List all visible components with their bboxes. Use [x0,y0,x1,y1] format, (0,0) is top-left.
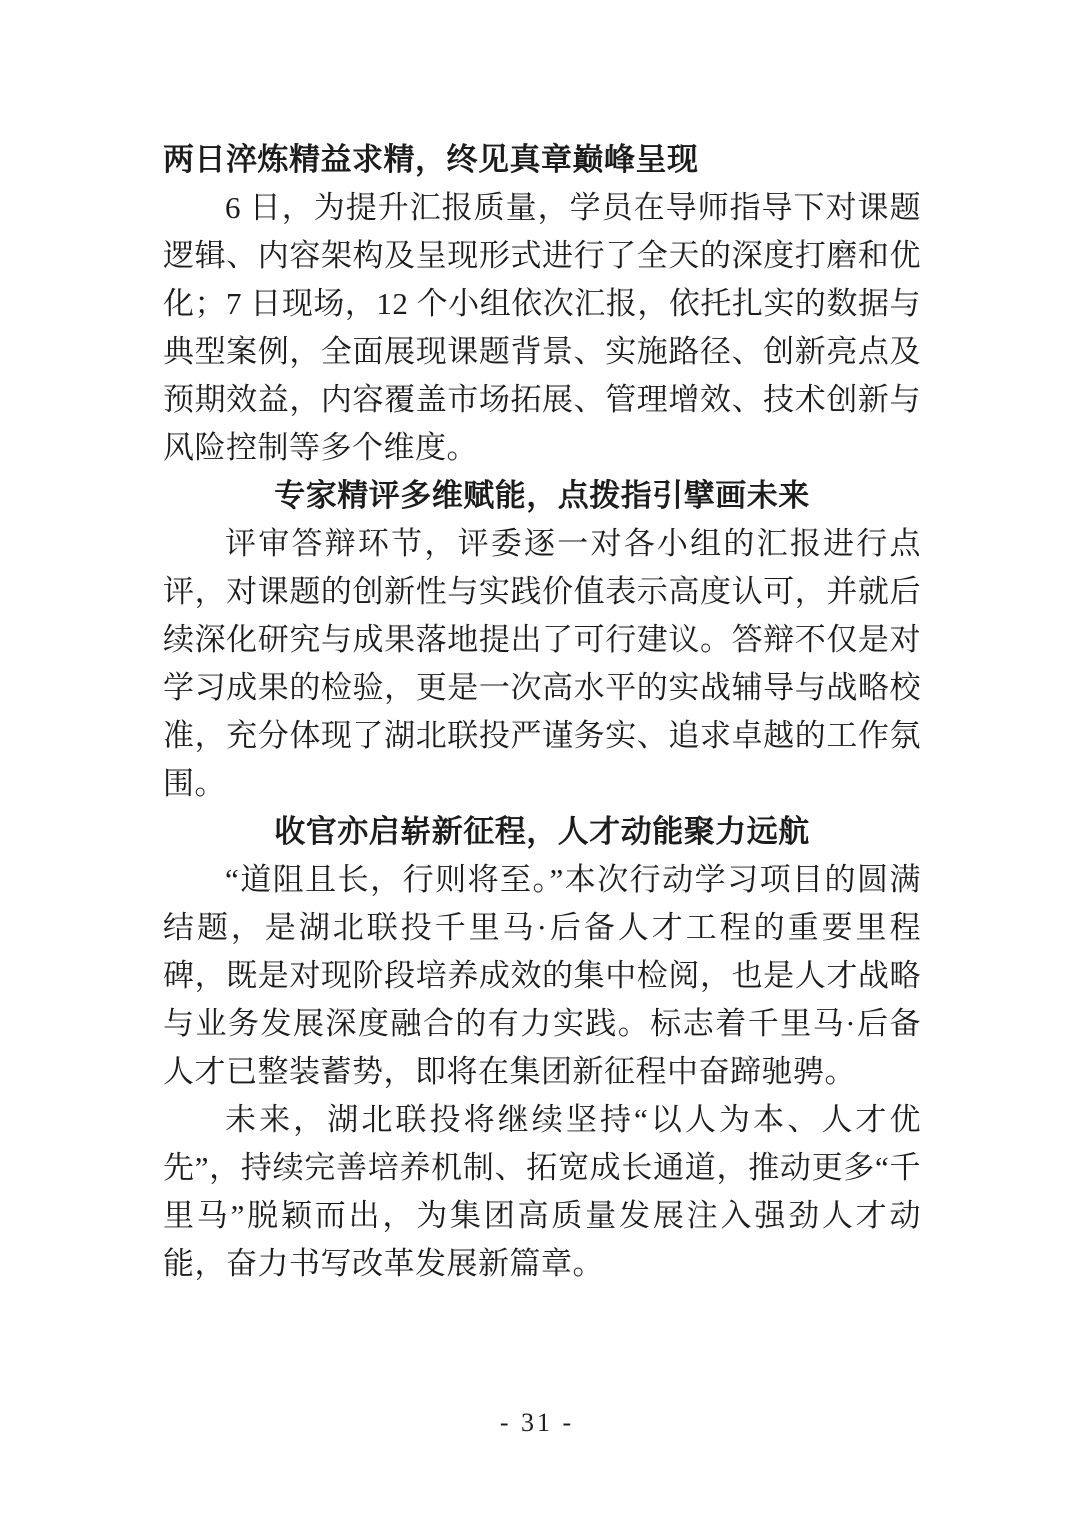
section-heading-new-journey: 收官亦启崭新征程，人才动能聚力远航 [274,814,810,849]
paragraph-future-outlook: 未来，湖北联投将继续坚持“以人为本、人才优先”，持续完善培养机制、拓宽成长通道，推动更多“千里马”脱颖而出，为集团高质量发展注入强劲人才动能，奋力书写改革发展新篇章。 [163,1102,921,1281]
section-heading-expert-review: 专家精评多维赋能，点拨指引擘画未来 [274,478,810,513]
page-number: - 31 - [499,1408,575,1437]
paragraph-project-conclusion: “道阻且长，行则将至。”本次行动学习项目的圆满结题，是湖北联投千里马·后备人才工程的重要里程碑，既是对现阶段培养成效的集中检阅，也是人才战略与业务发展深度融合的有力实践。标志着千里马·后备人才已整装蓄势，即将在集团新征程中奋蹄驰骋。 [163,862,921,1089]
section-heading-summit: 两日淬炼精益求精，终见真章巅峰呈现 [163,142,699,177]
paragraph-report-polishing: 6 日，为提升汇报质量，学员在导师指导下对课题逻辑、内容架构及呈现形式进行了全天的深度打磨和优化；7 日现场，12 个小组依次汇报，依托扎实的数据与典型案例，全面展现课题背景、实施路径、创新亮点及预期效益，内容覆盖市场拓展、管理增效、技术创新与风险控制等多个维度。 [163,190,921,465]
document-body [163,136,921,1288]
page-footer [0,1405,1074,1441]
paragraph-review-defense: 评审答辩环节，评委逐一对各小组的汇报进行点评，对课题的创新性与实践价值表示高度认可，并就后续深化研究与成果落地提出了可行建议。答辩不仅是对学习成果的检验，更是一次高水平的实战辅导与战略校准，充分体现了湖北联投严谨务实、追求卓越的工作氛围。 [163,526,921,801]
